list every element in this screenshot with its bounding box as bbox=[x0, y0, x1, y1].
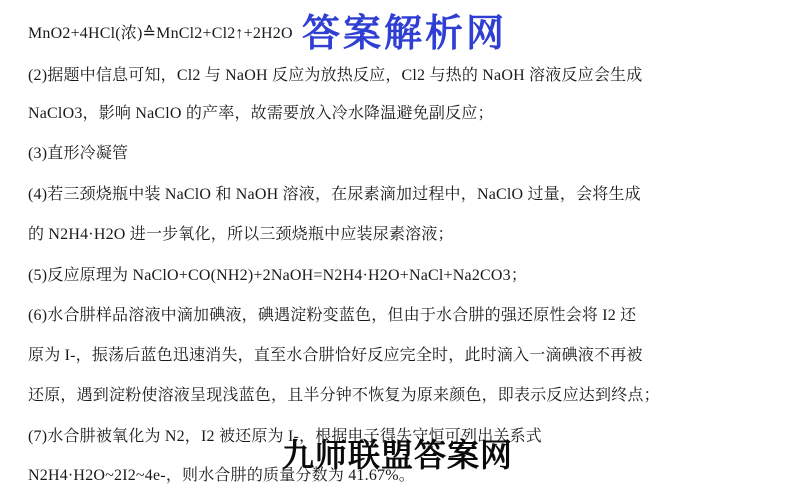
text-line-2b: NaClO3，影响 NaClO 的产率，故需要放入冷水降温避免副反应； bbox=[28, 105, 494, 122]
watermark-top: 答案解析网 bbox=[302, 11, 508, 55]
text-line-4a: (4)若三颈烧瓶中装 NaClO 和 NaOH 溶液，在尿素滴加过程中，NaClO 过量，会将生成 bbox=[28, 186, 641, 203]
text-line-6b: 原为 I-，振荡后蓝色迅速消失，直至水合肼恰好反应完全时，此时滴入一滴碘液不再被 bbox=[28, 347, 643, 364]
text-line-5: (5)反应原理为 NaClO+CO(NH2)+2NaOH=N2H4·H2O+NaCl+Na2CO3； bbox=[28, 267, 528, 284]
text-line-equation: MnO2+4HCl(浓)≙MnCl2+Cl2↑+2H2O bbox=[28, 25, 293, 42]
watermark-bottom: 九师联盟答案网 bbox=[282, 436, 514, 474]
text-line-7a: (7)水合肼被氧化为 N2，I2 被还原为 I-，根据电子得失守恒可列出关系式 bbox=[28, 428, 542, 445]
text-line-6c: 还原，遇到淀粉使溶液呈现浅蓝色，且半分钟不恢复为原来颜色，即表示反应达到终点； bbox=[28, 387, 660, 404]
text-line-4b: 的 N2H4·H2O 进一步氧化，所以三颈烧瓶中应装尿素溶液； bbox=[28, 226, 454, 243]
text-line-6a: (6)水合肼样品溶液中滴加碘液，碘遇淀粉变蓝色，但由于水合肼的强还原性会将 I2 还 bbox=[28, 307, 637, 324]
text-line-7b: N2H4·H2O~2I2~4e-，则水合肼的质量分数为 41.67%。 bbox=[28, 467, 415, 484]
text-line-3: (3)直形冷凝管 bbox=[28, 145, 129, 162]
text-line-2a: (2)据题中信息可知，Cl2 与 NaOH 反应为放热反应，Cl2 与热的 NaOH 溶液反应会生成 bbox=[28, 67, 643, 84]
